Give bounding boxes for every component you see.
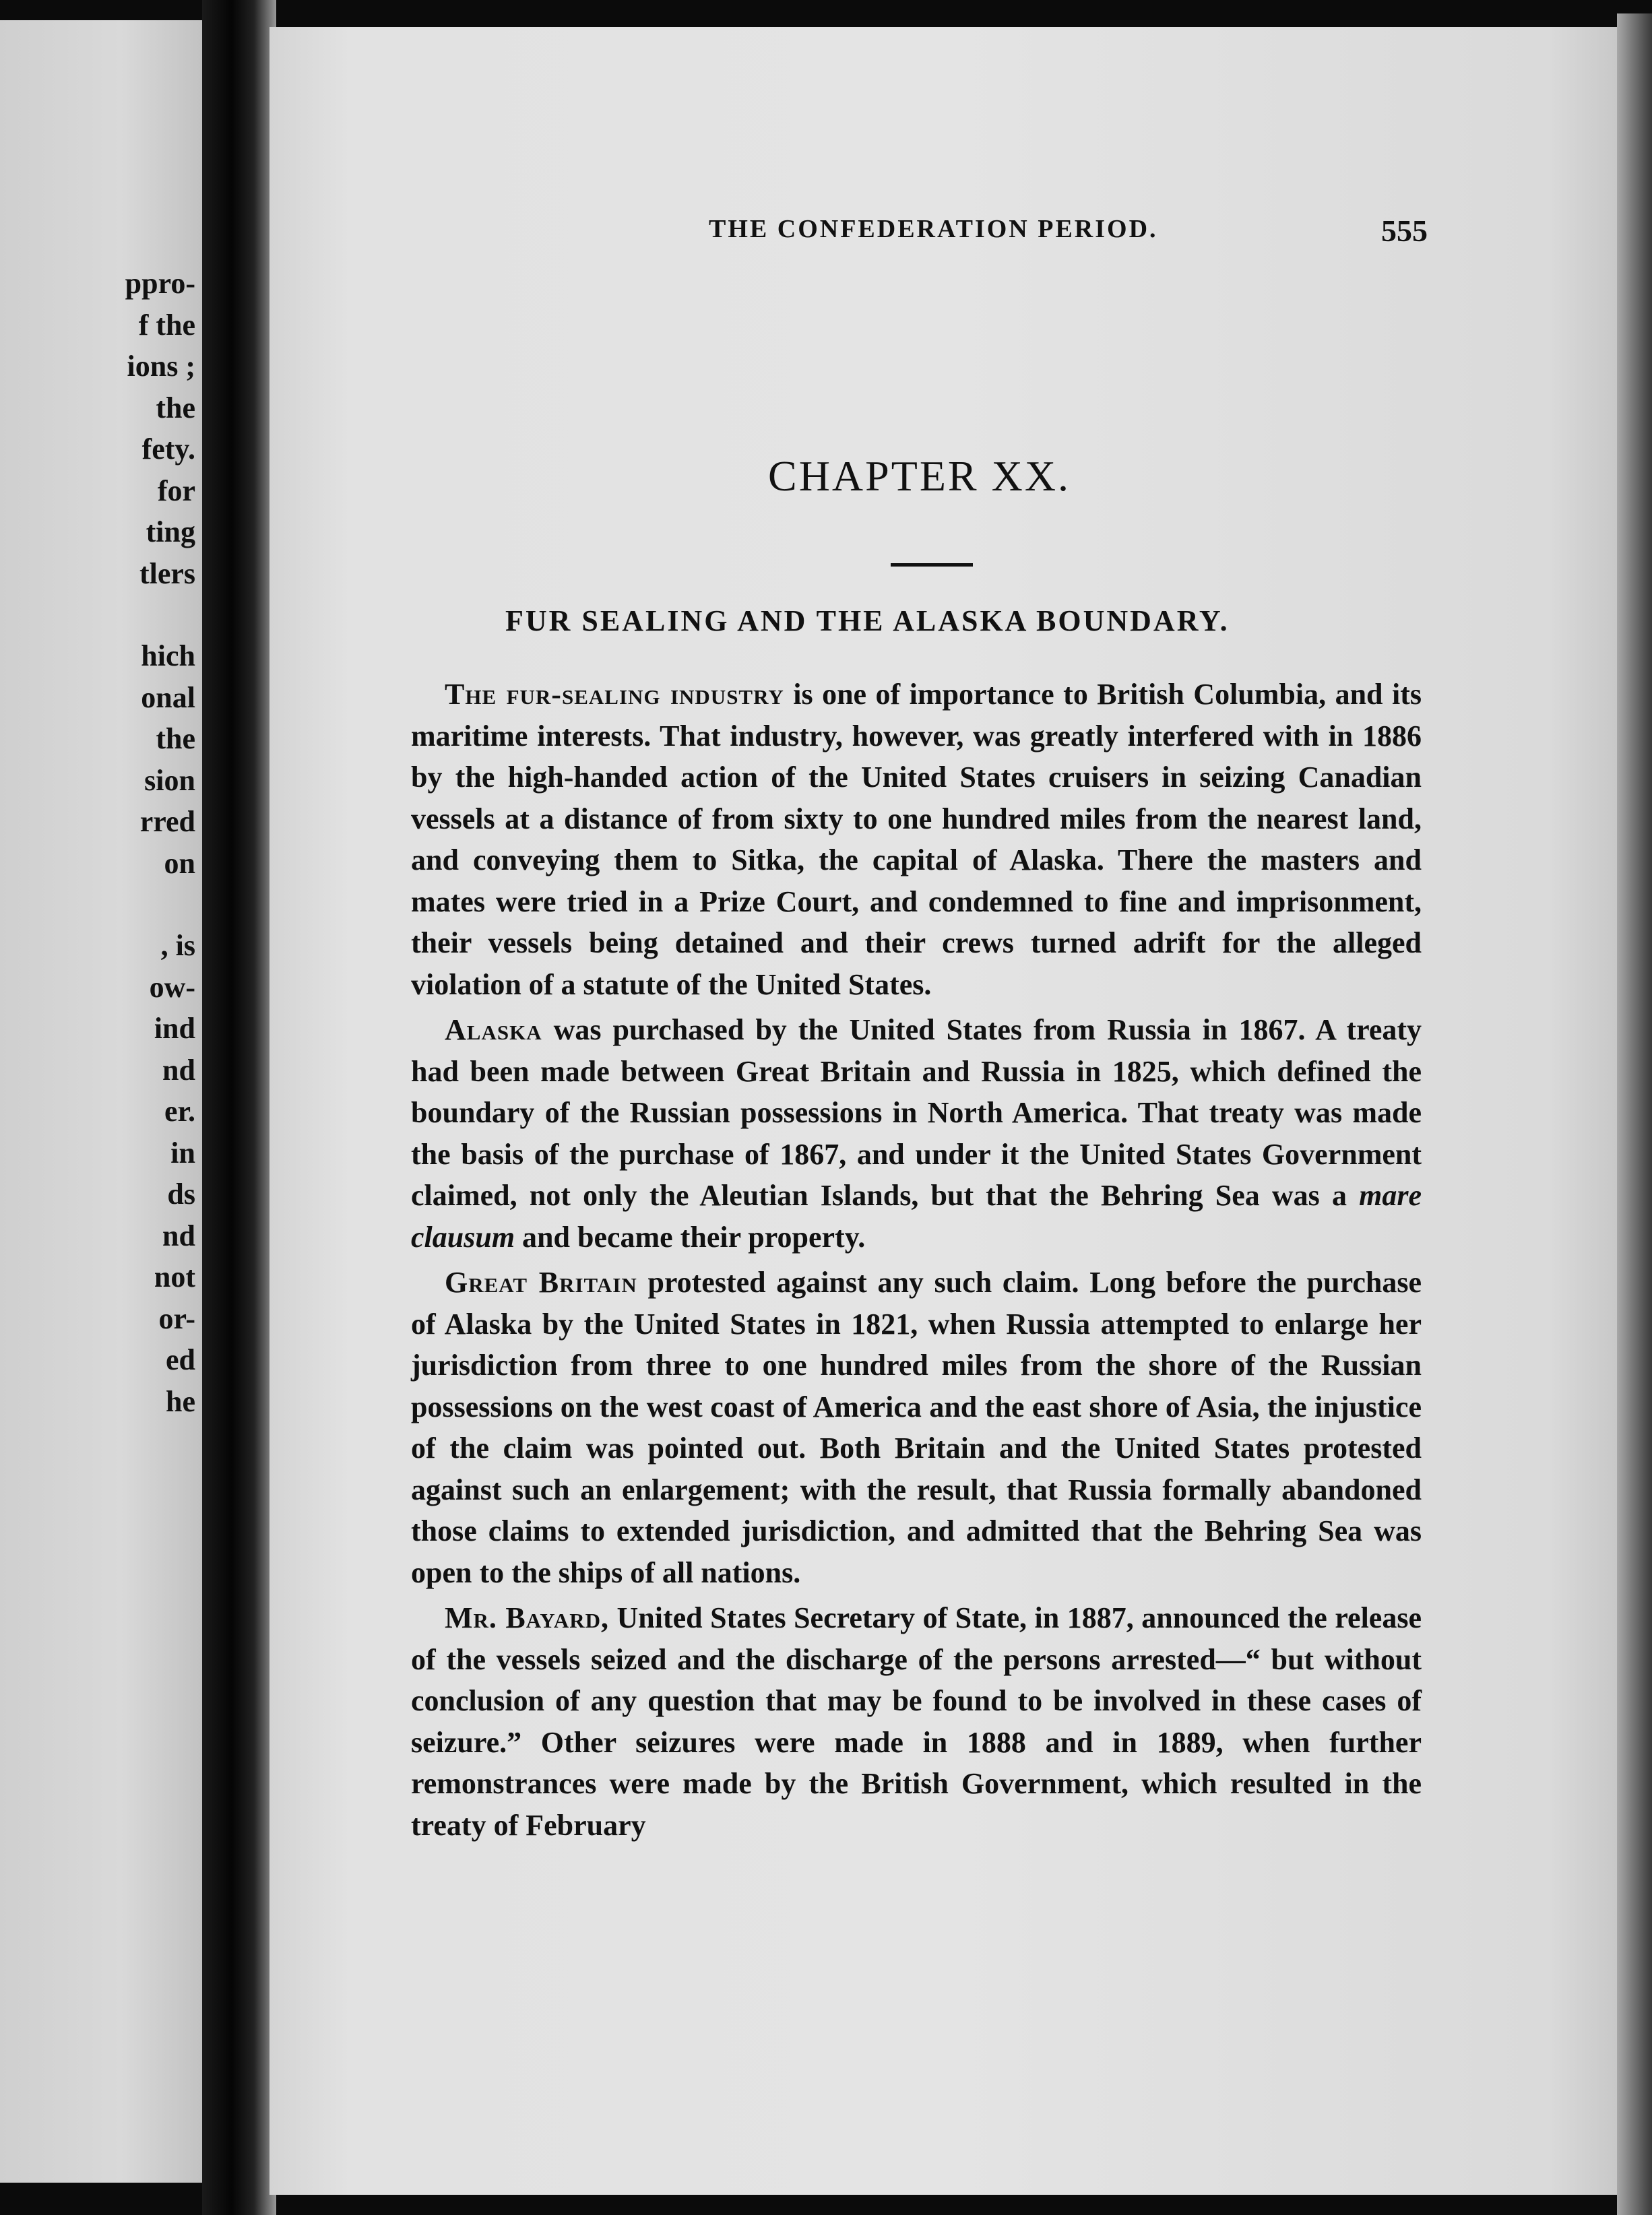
paragraph-text: was purchased by the United States from Russia in 1867. A treaty had been made between Great Britain and Russia in 1825, which defined the boundary of the Russian possessions in North America. That treaty was made the basis of the purchase of 1867, and under it the United States Government claimed, not only the Aleutian Islands, but that the Behring Sea was a [411,1013,1422,1212]
left-fragment: er. [164,1095,195,1128]
left-page-text-fragments [61,263,195,1422]
left-fragment: not [154,1260,195,1293]
left-fragment: he [166,1384,195,1418]
left-fragment: or- [158,1302,195,1335]
left-fragment: nd [162,1053,195,1087]
left-fragment: rred [139,805,195,838]
paragraph-text: is one of importance to British Columbia, and its maritime interests. That industry, however, was greatly interfered with in 1886 by the high-handed action of the United States cruisers in seizing Canadian vessels at a distance of from sixty to one hundred miles from the nearest land, and conveying them to Sitka, the capital of Alaska. There the masters and mates were tried in a Prize Court, and condemned to fine and imprisonment, their vessels being detained and their crews turned adrift for the alleged violation of a statute of the United States. [411,678,1422,1001]
paragraph-lead: Alaska [445,1013,542,1046]
left-fragment: ow- [149,970,195,1004]
paragraph [411,1597,1422,1846]
left-fragment: hich [141,639,195,672]
left-fragment: ions ; [127,350,195,383]
paragraph-text-after: and became their property. [515,1220,866,1254]
page-number: 555 [1381,214,1428,248]
left-fragment: fety. [141,432,195,466]
left-fragment: ting [146,515,195,548]
left-fragment: , is [160,929,195,962]
left-fragment: f the [138,308,195,342]
chapter-rule [891,563,973,567]
left-fragment: tlers [139,556,195,590]
paragraph-lead: Mr. Bayard, [445,1601,610,1634]
left-fragment: ds [167,1178,195,1211]
left-fragment: nd [162,1219,195,1252]
paragraph-italic: mare clausum [411,1179,1422,1254]
left-fragment: ppro- [125,267,195,300]
paragraph-text: protested against any such claim. Long before the purchase of Alaska by the United States in 1821, when Russia attempted to enlarge her jurisdiction from three to one hundred miles from the shore of the Russian possessions on the west coast of America and the east shore of Asia, the injustice of the claim was pointed out. Both Britain and the United States protested against such an enlargement; with the result, that Russia formally abandoned those claims to extended jurisdiction, and admitted that the Behring Sea was open to the ships of all nations. [411,1266,1422,1589]
left-fragment: the [156,722,195,755]
chapter-title: CHAPTER XX. [768,452,1071,500]
left-fragment-gap [61,884,195,925]
page-edge-shadow [1617,13,1652,2215]
left-page [0,20,202,2183]
left-fragment-gap [61,594,195,635]
left-fragment: ed [166,1343,195,1376]
left-fragment: for [157,474,195,507]
paragraph-lead: The fur-sealing industry [445,678,784,711]
running-head: THE CONFEDERATION PERIOD. [709,215,1158,243]
body-text [411,674,1422,1850]
section-heading: FUR SEALING AND THE ALASKA BOUNDARY. [505,604,1230,637]
book-spine [202,0,276,2215]
left-fragment: sion [144,763,195,797]
paragraph-text: United States Secretary of State, in 1887, announced the release of the vessels seized and the discharge of the persons arrested—“ but without conclusion of any question that may be found to be involved in these cases of seizure.” Other seizures were made in 1888 and in 1889, when further remonstrances were made by the British Government, which resulted in the treaty of February [411,1601,1422,1842]
paragraph [411,1009,1422,1258]
paragraph [411,674,1422,1005]
paragraph-lead: Great Britain [445,1266,637,1299]
left-fragment: the [156,391,195,424]
left-fragment: in [170,1136,195,1169]
paragraph [411,1262,1422,1593]
left-fragment: on [164,846,195,880]
left-fragment: ind [154,1012,195,1045]
left-fragment: onal [141,680,195,714]
